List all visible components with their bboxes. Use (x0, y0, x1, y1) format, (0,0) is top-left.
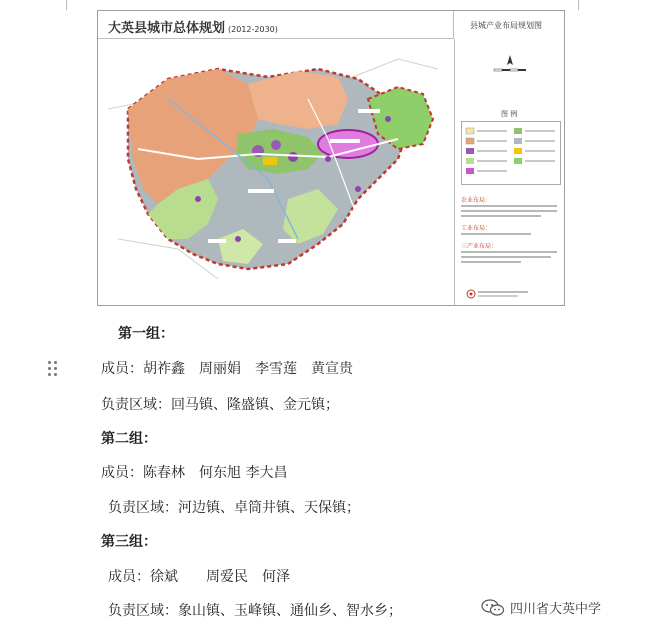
watermark-label: 四川省大英中学 (510, 602, 602, 617)
wechat-watermark (481, 598, 601, 617)
note-text-line (461, 233, 531, 235)
planning-map-figure[interactable] (97, 10, 565, 306)
note-text-line (461, 251, 557, 253)
compass-scale-icon (490, 53, 530, 79)
note-text-line (461, 215, 541, 217)
note-text-line (461, 210, 557, 212)
group1-members: 成员：胡祚鑫 周丽娟 李雪莲 黄宣贵 (101, 361, 353, 377)
county-map (98, 39, 454, 305)
group2-heading: 第二组： (101, 431, 157, 447)
note-text-line (461, 205, 557, 207)
legend-box (461, 121, 561, 185)
figure-footer-text (478, 289, 528, 297)
note-heading-services: 三产业布局： (461, 243, 498, 250)
group2-area: 负责区域：河边镇、卓筒井镇、天保镇； (108, 500, 360, 516)
group1-area: 负责区域：回马镇、隆盛镇、金元镇； (101, 397, 339, 413)
note-text-line (461, 261, 521, 263)
group3-heading: 第三组： (101, 534, 157, 550)
figure-title (108, 17, 278, 36)
group3-area: 负责区域：象山镇、玉峰镇、通仙乡、智水乡； (108, 603, 402, 619)
figure-title-bar (98, 11, 454, 39)
figure-subtitle: 县城产业布局规划图 (470, 21, 542, 30)
note-heading-industry: 工业布局： (461, 225, 492, 232)
group2-members: 成员：陈春林 何东旭 李大昌 (101, 465, 288, 481)
institute-logo-icon (466, 289, 476, 299)
figure-title-years: (2012-2030) (228, 25, 278, 34)
wechat-icon (481, 599, 505, 617)
county-map-graphic (98, 39, 454, 305)
legend-swatches (462, 122, 560, 184)
paragraph-drag-handle-icon[interactable] (48, 361, 58, 377)
note-text-line (461, 256, 551, 258)
note-heading-agriculture: 农业布局： (461, 197, 492, 204)
page-corner-right (568, 0, 579, 10)
legend-title: 图 例 (501, 110, 518, 118)
page-corner-left (66, 0, 77, 10)
group1-heading: 第一组： (118, 326, 174, 342)
figure-title-text: 大英县城市总体规划 (108, 21, 226, 36)
group3-members: 成员：徐斌 周爱民 何泽 (108, 569, 290, 585)
